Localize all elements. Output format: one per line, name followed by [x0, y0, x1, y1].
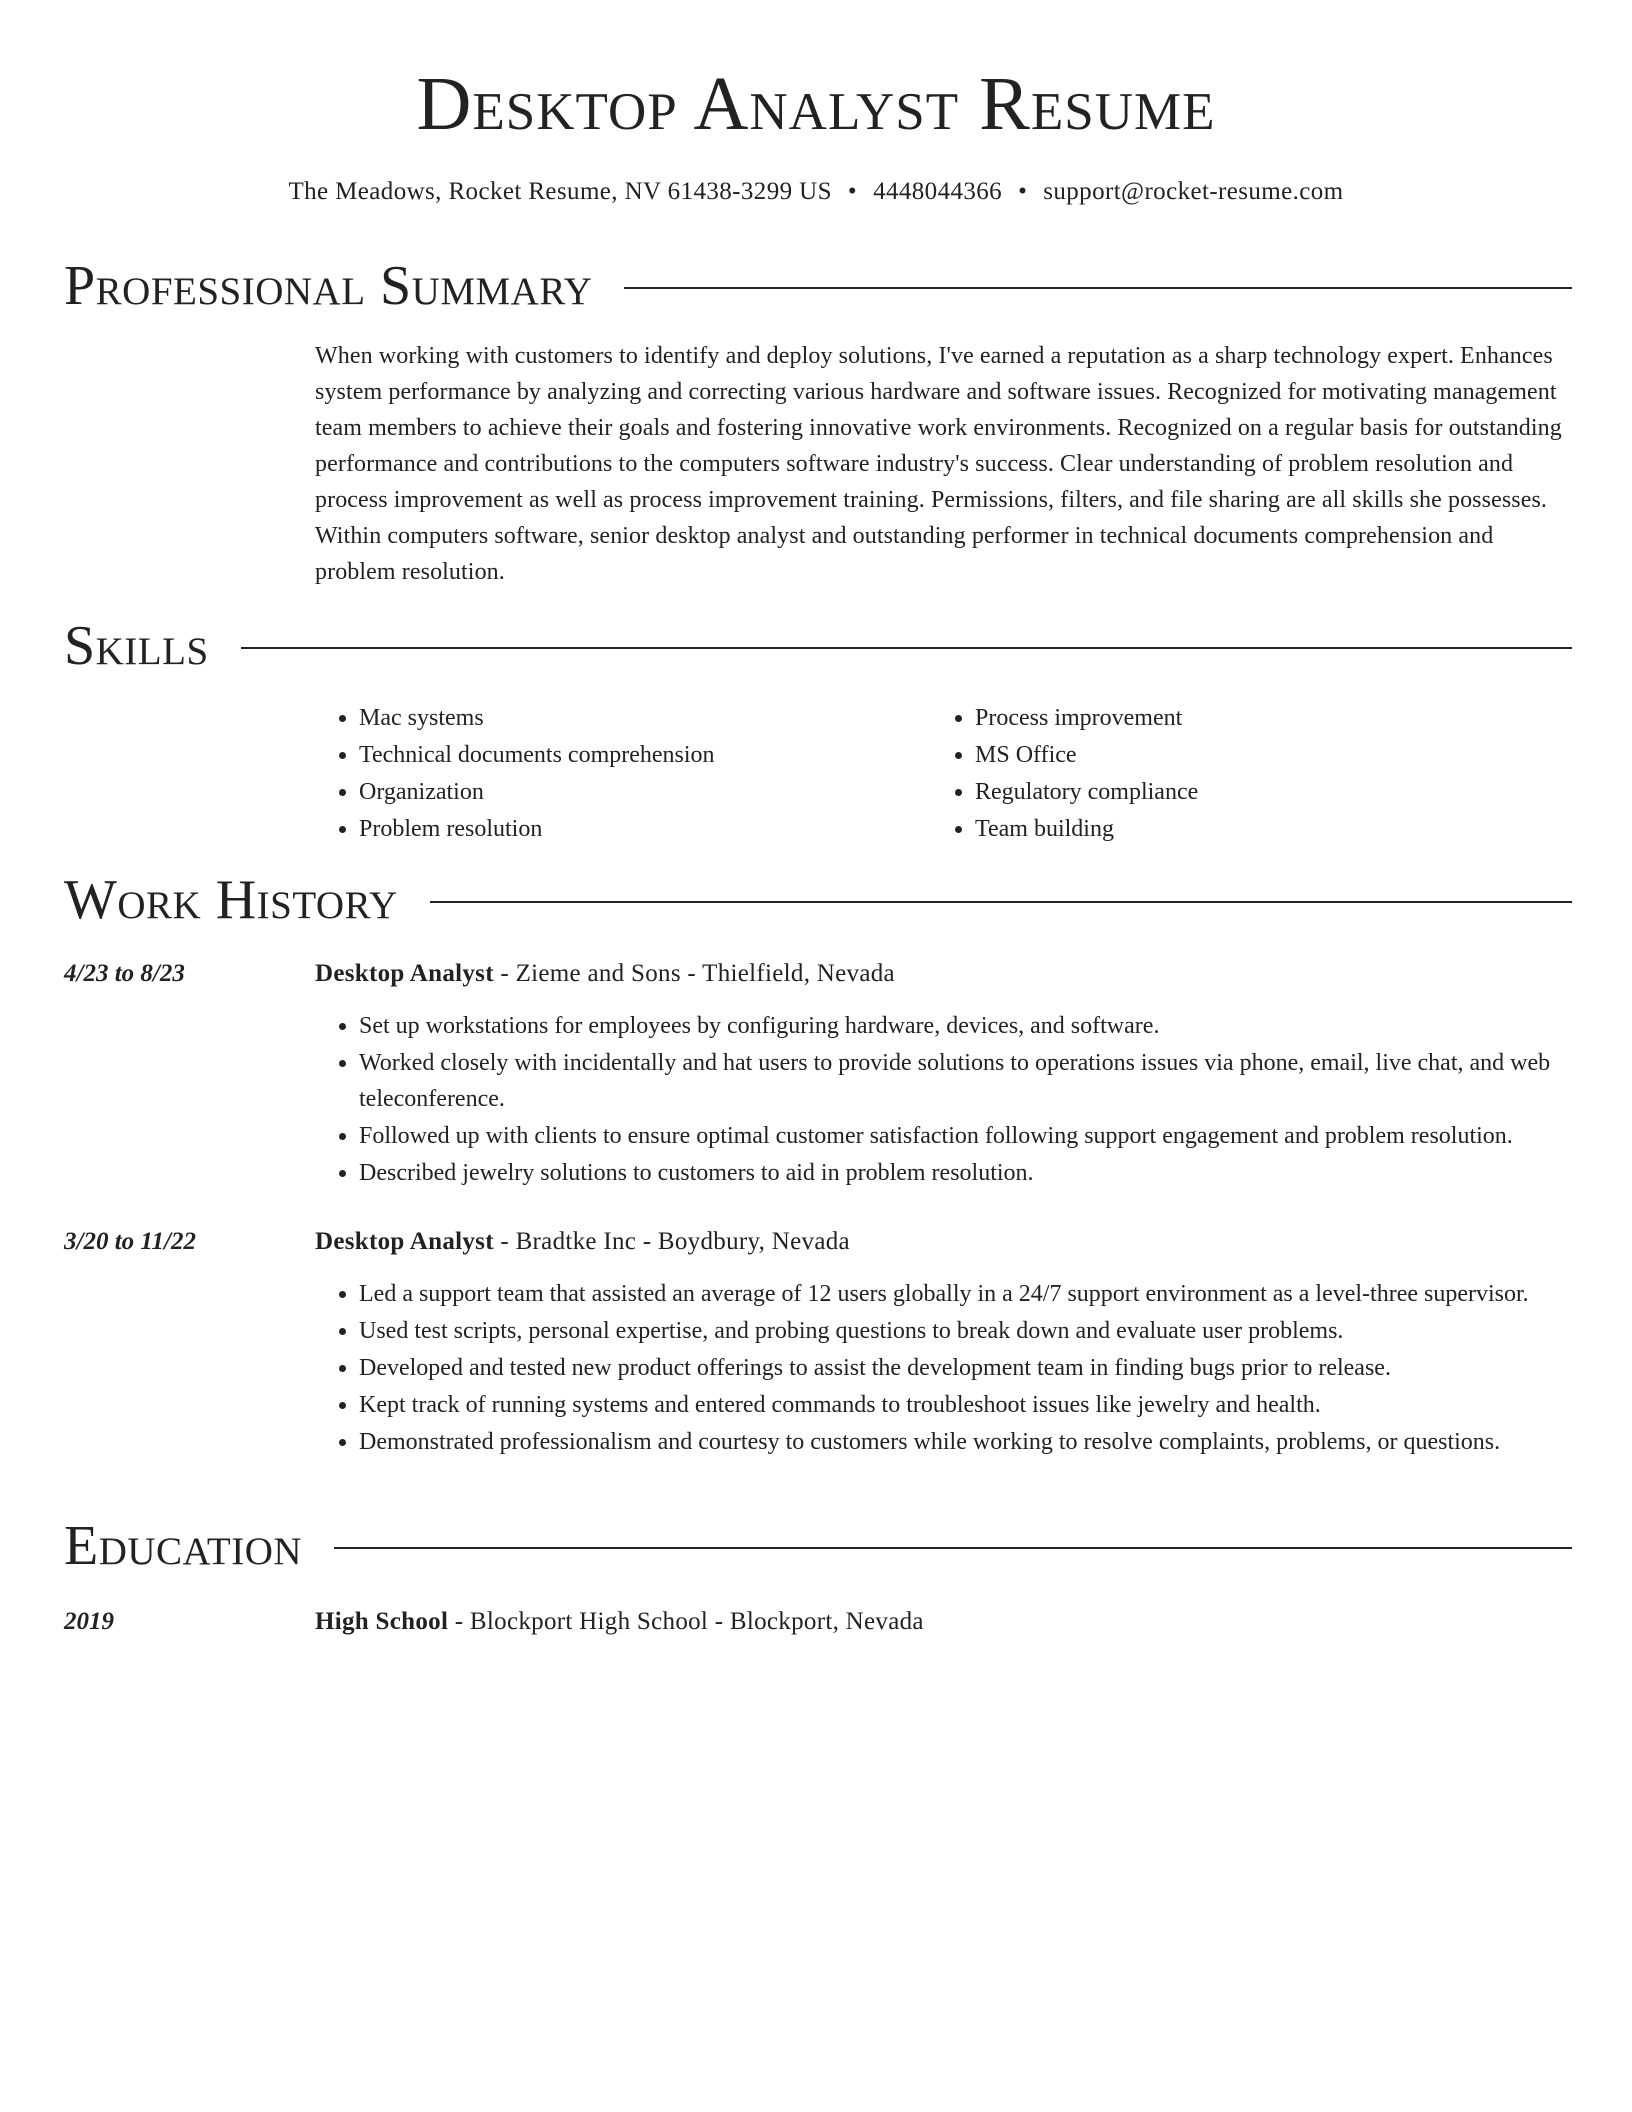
- skill-item: • Regulatory compliance: [975, 774, 1547, 811]
- section-divider: [624, 287, 1572, 289]
- contact-phone: 4448044366: [873, 178, 1003, 205]
- skill-item: • MS Office: [975, 737, 1547, 774]
- job-bullet: • Led a support team that assisted an average of 12 users globally in a 24/7 support environment as a level-three supervisor.: [359, 1276, 1575, 1312]
- skills-column-left: [315, 700, 931, 848]
- education-details: - Blockport High School - Blockport, Nevada: [448, 1608, 924, 1635]
- skill-item: • Team building: [975, 811, 1547, 848]
- job-bullet: • Developed and tested new product offerings to assist the development team in finding bugs prior to release.: [359, 1350, 1575, 1386]
- job-dates: 4/23 to 8/23: [64, 960, 185, 987]
- education-degree: High School: [315, 1608, 449, 1635]
- section-divider: [241, 647, 1572, 649]
- contact-address: The Meadows, Rocket Resume, NV 61438-3299 US: [288, 178, 832, 205]
- job-bullet: • Followed up with clients to ensure optimal customer satisfaction following support engagement and problem resolution.: [359, 1118, 1575, 1154]
- job-heading: [315, 956, 1575, 992]
- section-title-summary: Professional Summary: [64, 255, 593, 317]
- section-divider: [334, 1547, 1572, 1549]
- job-details: - Bradtke Inc - Boydbury, Nevada: [493, 1228, 850, 1255]
- skills-section-header: [64, 614, 1572, 678]
- contact-separator: •: [847, 178, 858, 205]
- job-bullet: • Worked closely with incidentally and hat users to provide solutions to operations issues via phone, email, live chat, and web teleconference.: [359, 1045, 1575, 1117]
- contact-line: [0, 174, 1632, 210]
- job-bullet: • Demonstrated professionalism and courtesy to customers while working to resolve complaints, problems, or questions.: [359, 1424, 1575, 1460]
- job-dates: 3/20 to 11/22: [64, 1228, 196, 1255]
- job-role: Desktop Analyst: [315, 960, 494, 987]
- education-section-header: [64, 1514, 1572, 1578]
- section-title-education: Education: [64, 1515, 303, 1577]
- skills-column-right: [931, 700, 1547, 848]
- section-divider: [430, 901, 1572, 903]
- section-title-skills: Skills: [64, 615, 209, 677]
- job-bullets: [315, 1276, 1575, 1461]
- skill-item: • Organization: [359, 774, 931, 811]
- section-title-work: Work History: [64, 869, 398, 931]
- skill-item: • Process improvement: [975, 700, 1547, 737]
- job-bullet: • Set up workstations for employees by configuring hardware, devices, and software.: [359, 1008, 1575, 1044]
- resume-title: Desktop Analyst Resume: [416, 62, 1216, 146]
- summary-section-header: [64, 254, 1572, 318]
- skills-list: [315, 700, 1575, 848]
- job-bullet: • Used test scripts, personal expertise, and probing questions to break down and evaluate user problems.: [359, 1313, 1575, 1349]
- job-heading: [315, 1224, 1575, 1260]
- work-section-header: [64, 868, 1572, 932]
- skill-item: • Mac systems: [359, 700, 931, 737]
- skill-item: • Technical documents comprehension: [359, 737, 931, 774]
- job-details: - Zieme and Sons - Thielfield, Nevada: [493, 960, 895, 987]
- education-heading: [315, 1604, 1575, 1640]
- skill-item: • Problem resolution: [359, 811, 931, 848]
- education-year: 2019: [64, 1608, 114, 1635]
- job-bullet: • Kept track of running systems and entered commands to troubleshoot issues like jewelry and health.: [359, 1387, 1575, 1423]
- job-bullet: • Described jewelry solutions to customers to aid in problem resolution.: [359, 1155, 1575, 1191]
- contact-email: support@rocket-resume.com: [1043, 178, 1344, 205]
- job-bullets: [315, 1008, 1575, 1192]
- contact-separator: •: [1018, 178, 1028, 205]
- summary-text: When working with customers to identify and deploy solutions, I've earned a reputation as a sharp technology expert. Enhances system performance by analyzing and correcting various hardware and software issues. Recognized for motivating management team members to achieve their goals and fostering innovative work environments. Recognized on a regular basis for outstanding performance and contributions to the computers software industry's success. Clear understanding of problem resolution and process improvement as well as process improvement training. Permissions, filters, and file sharing are all skills she possesses. Within computers software, senior desktop analyst and outstanding performer in technical documents comprehension and problem resolution.: [315, 343, 1562, 585]
- job-role: Desktop Analyst: [315, 1228, 494, 1255]
